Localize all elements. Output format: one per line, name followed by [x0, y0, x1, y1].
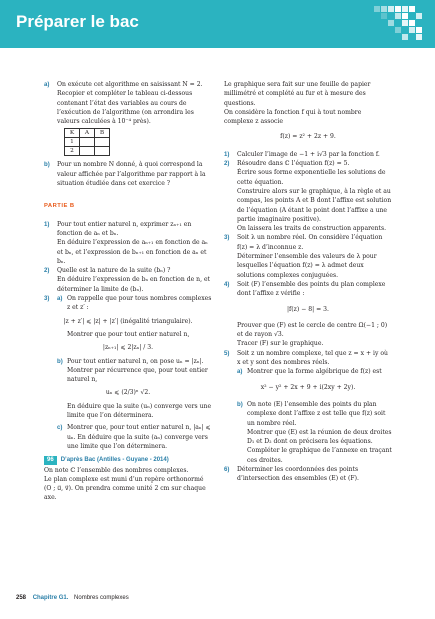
deco-square: [381, 6, 387, 12]
question-r2-text: Écrire sous forme exponentielle les solutions de cette équation.: [237, 169, 386, 186]
question-2: [44, 266, 212, 294]
equation: |zₙ₊₁| ⩽ 2|zₙ| / 3.: [102, 344, 154, 352]
question-3b: [44, 357, 212, 385]
left-column: [44, 80, 212, 503]
question-r4-text: Soit (F) l’ensemble des points du plan complexe dont l’affixe z vérifie :: [237, 280, 386, 298]
label-r5: 5): [224, 349, 230, 357]
label-r2: 2): [224, 160, 230, 168]
deco-square: [409, 6, 415, 12]
chapter-title: Nombres complexes: [74, 595, 129, 601]
deco-square: [416, 27, 422, 33]
question-3b-text: En déduire que la suite (uₙ) converge vers une limite que l’on déterminera.: [67, 402, 212, 420]
deco-square: [374, 6, 380, 12]
deco-square: [381, 13, 387, 19]
deco-square: [402, 6, 408, 12]
deco-square: [409, 27, 415, 33]
question-r3-body: [237, 233, 392, 279]
variables-table: [64, 128, 110, 156]
table-cell: 1: [65, 138, 80, 147]
question-a-text: On exécute cet algorithme en saisissant N = 2. Recopier et compléter le tableau ci-dessous contenant l’état des variables au cours de l’exécution de l’algorithme (on arrondira les valeurs calculées à 10⁻⁴ près).: [57, 81, 203, 126]
deco-square: [416, 34, 422, 40]
deco-square: [395, 13, 401, 19]
equation: |f(z) − 8| = 3.: [287, 305, 329, 313]
chapter-label: Chapitre G1.: [32, 595, 69, 601]
deco-square: [388, 6, 394, 12]
table-row: [65, 138, 110, 147]
question-r5a: [224, 367, 392, 376]
deco-square: [395, 27, 401, 33]
question-r5-text: Soit z un nombre complexe, tel que z = x + iy où x et y sont des nombres réels.: [237, 349, 388, 367]
exercise-header: [44, 456, 212, 465]
question-r5: [224, 349, 392, 368]
label-a: a): [44, 81, 50, 88]
equation: |z + z′| ⩽ |z| + |z′| (inégalité triangulaire).: [63, 317, 193, 325]
question-r5b-text: Compléter le graphique de l’annexe en traçant ces droites.: [247, 447, 392, 464]
label-r6: 6): [224, 465, 230, 473]
table-cell: [80, 138, 95, 147]
table-cell: [95, 147, 110, 156]
page-number: 258: [16, 595, 27, 601]
question-r6-text: Déterminer les coordonnées des points d’intersection des ensembles (E) et (F).: [237, 465, 359, 483]
question-3b-text: Pour tout entier naturel n, on pose uₙ = |zₙ|. Montrer par récurrence que, pour tout entier naturel n,: [67, 357, 208, 384]
exercise-text: Le plan complexe est muni d’un repère orthonormé (O ; u⃗, v⃗). On prendra comme unité 2 cm sur chaque axe.: [44, 475, 206, 502]
table-row: [65, 147, 110, 156]
label-r5a: a): [237, 368, 243, 376]
question-r5b-text: On note (E) l’ensemble des points du plan complexe dont l’affixe z est telle que f(z) soit un nombre réel.: [247, 400, 386, 427]
exercise-text: On note ℂ l’ensemble des nombres complexes.: [44, 466, 189, 474]
table-header-row: [65, 129, 110, 138]
exercise-source: D’après Bac (Antilles - Guyane - 2014): [60, 457, 169, 464]
question-r1-text: Calculer l’image de −1 + i√3 par la fonction f.: [237, 150, 380, 158]
deco-square: [409, 20, 415, 26]
question-3a: [44, 294, 212, 313]
question-b-text: Pour un nombre N donné, à quoi correspond la valeur affichée par l’algorithme par rapport à la situation étudiée dans cet exercice ?: [57, 161, 206, 188]
table-cell: [95, 138, 110, 147]
intro-text: Le graphique sera fait sur une feuille de papier millimétré et complété au fur et à mesure des questions.: [224, 81, 371, 107]
question-3a-text: On rappelle que pour tous nombres complexes z et z′ :: [67, 295, 212, 312]
question-r5b: [224, 400, 392, 465]
label-3: 3): [44, 295, 50, 303]
label-r1: 1): [224, 150, 230, 158]
question-a: [44, 80, 212, 126]
question-r2-text: On laissera les traits de construction apparents.: [237, 225, 387, 233]
question-r6: [224, 465, 392, 484]
table-cell: [80, 147, 95, 156]
question-r1: [224, 150, 392, 159]
question-1: [44, 220, 212, 266]
table-cell: 2: [65, 147, 80, 156]
question-r3-text: Déterminer l’ensemble des valeurs de λ pour lesquelles l’équation f(z) = λ admet deux solutions complexes conjuguées.: [237, 253, 377, 279]
question-r3: [224, 233, 392, 279]
question-3c: [44, 423, 212, 451]
question-r2: [224, 159, 392, 233]
label-1: 1): [44, 220, 50, 228]
question-r2-text: Résoudre dans ℂ l’équation f(z) = 5.: [237, 160, 350, 168]
right-column: [224, 80, 392, 484]
label-3a: a): [57, 295, 63, 303]
label-r4: 4): [224, 280, 230, 288]
question-1-text: Pour tout entier naturel n, exprimer zₙ₊₁ en fonction de aₙ et bₙ.: [57, 220, 192, 237]
part-heading: PARTIE B: [44, 203, 75, 210]
question-r5b-body: [247, 400, 392, 465]
banner-title: Préparer le bac: [16, 12, 139, 31]
page-footer: [16, 595, 129, 601]
deco-square: [416, 13, 422, 19]
question-r4: [224, 280, 392, 299]
deco-square: [395, 6, 401, 12]
table-header-cell: K: [65, 129, 80, 138]
table-header-cell: B: [95, 129, 110, 138]
deco-square: [402, 34, 408, 40]
equation: x² − y² + 2x + 9 + i(2xy + 2y).: [260, 383, 356, 391]
question-r2-text: Construire alors sur le graphique, à la règle et au compas, les points A et B dont l’affixe est solution de l’équation (A étant le point dont l’affixe a une partie imaginaire positive).: [237, 187, 392, 223]
exercise-number: 96: [44, 456, 57, 465]
label-r3: 3): [224, 234, 230, 242]
question-r5a-text: Montrer que la forme algébrique de f(z) est: [247, 368, 382, 376]
deco-square: [388, 20, 394, 26]
question-r5b-text: Montrer que (E) est la réunion de deux droites D₁ et D₂ dont on précisera les équations.: [247, 428, 392, 446]
label-3b: b): [57, 357, 63, 365]
question-1-text: En déduire l’expression de aₙ₊₁ en fonction de aₙ et bₙ, et l’expression de bₙ₊₁ en fonction de aₙ et bₙ.: [57, 239, 208, 265]
equation: uₙ ⩽ (2/3)ⁿ √2.: [105, 389, 151, 397]
equation: f(z) = z² + 2z + 9.: [280, 133, 336, 141]
table-header-cell: A: [80, 129, 95, 138]
question-b: [44, 160, 212, 188]
intro-text: On considère la fonction f qui à tout nombre complexe z associe: [224, 108, 362, 126]
question-3a-text: Montrer que pour tout entier naturel n,: [67, 330, 190, 338]
label-3c: c): [57, 424, 63, 432]
deco-square: [402, 13, 408, 19]
question-3c-text: Montrer que, pour tout entier naturel n, |aₙ| ⩽ uₙ. En déduire que la suite (aₙ) converge vers une limite que l’on déterminera.: [67, 424, 211, 450]
label-2: 2): [44, 267, 50, 275]
label-b: b): [44, 161, 50, 169]
chapter-banner: [0, 0, 435, 48]
question-r4-text: Prouver que (F) est le cercle de centre Ω(−1 ; 0) et de rayon √3.: [237, 321, 388, 339]
question-r3-text: Soit λ un nombre réel. On considère l’équation f(z) = λ d’inconnue z.: [237, 234, 383, 251]
question-2-body: [57, 266, 212, 294]
deco-square: [402, 20, 408, 26]
question-r2-body: [237, 159, 392, 233]
question-2-text: En déduire l’expression de bₙ en fonction de n, et déterminer la limite de (bₙ).: [57, 276, 211, 293]
question-2-text: Quelle est la nature de la suite (bₙ) ?: [57, 267, 171, 275]
label-r5b: b): [237, 400, 243, 408]
question-1-body: [57, 220, 212, 266]
question-r4-text: Tracer (F) sur le graphique.: [237, 340, 324, 348]
